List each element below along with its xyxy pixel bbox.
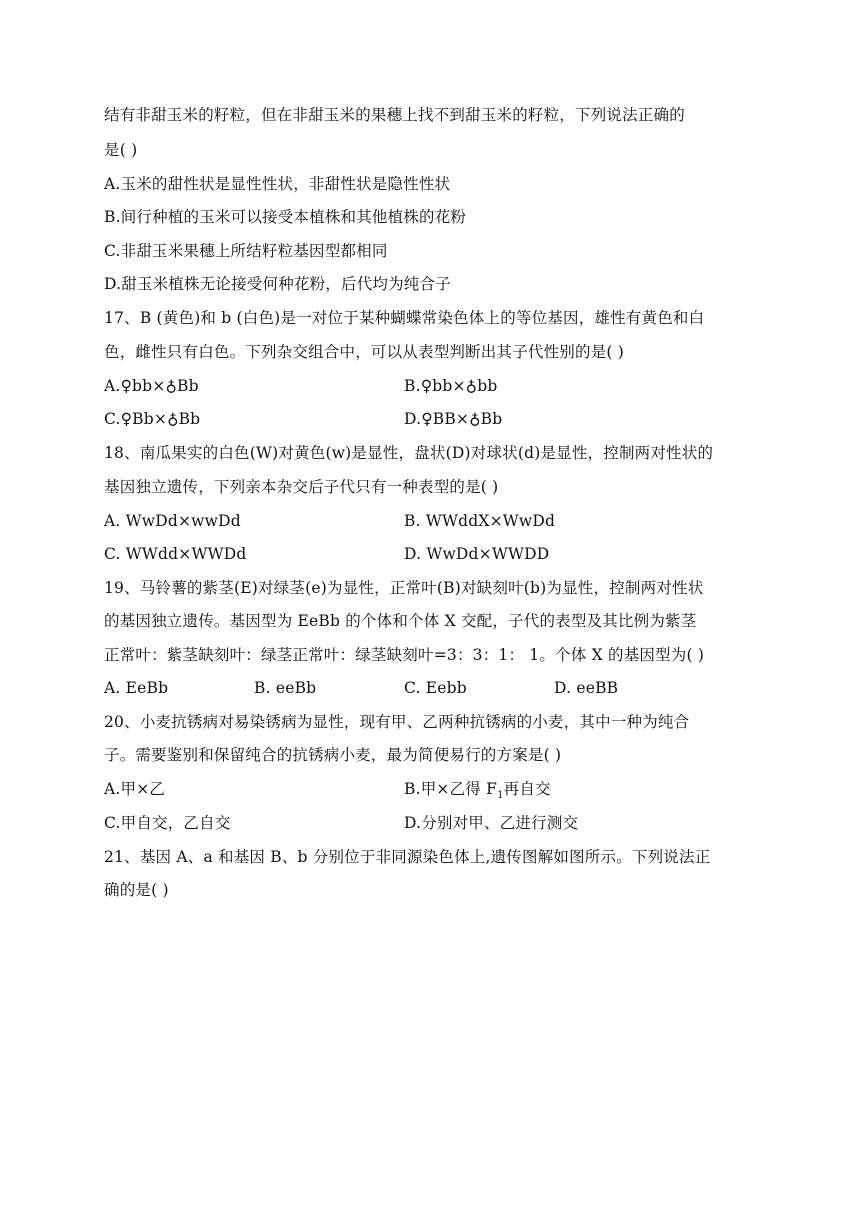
q16-stem-line-1: 结有非甜玉米的籽粒，但在非甜玉米的果穗上找不到甜玉米的籽粒，下列说法正确的	[104, 106, 685, 124]
q20-stem-line-1: 20、小麦抗锈病对易染锈病为显性，现有甲、乙两种抗锈病的小麦，其中一种为纯合	[104, 713, 690, 731]
q20-stem-line-2: 子。需要鉴别和保留纯合的抗锈病小麦，最为简便易行的方案是( )	[104, 746, 562, 764]
q18-option-a: A. WwDd×wwDd	[104, 512, 241, 530]
q21-stem-line-1: 21、基因 A、a 和基因 B、b 分别位于非同源染色体上,遗传图解如图所示。下列说法正	[104, 848, 711, 866]
q20-option-d: D.分别对甲、乙进行测交	[404, 814, 579, 832]
q18-stem-line-2: 基因独立遗传，下列亲本杂交后子代只有一种表型的是( )	[104, 478, 499, 496]
q18-option-b: B. WWddX×WwDd	[404, 512, 556, 530]
q20-option-b-subscript: 1	[497, 790, 504, 802]
q19-option-b: B. eeBb	[254, 679, 317, 697]
q19-stem-line-3: 正常叶：紫茎缺刻叶：绿茎正常叶：绿茎缺刻叶=3：3：1： 1。个体 X 的基因型为( )	[104, 646, 705, 664]
q21-stem-line-2: 确的是( )	[104, 881, 169, 899]
q17-option-d: D.♀BB×♁Bb	[404, 410, 503, 428]
q20-option-b	[404, 779, 551, 802]
q20-option-b-prefix: B.甲×乙得 F	[404, 780, 498, 798]
q19-stem-line-1: 19、马铃薯的紫茎(E)对绿茎(e)为显性，正常叶(B)对缺刻叶(b)为显性，控制两对性状	[104, 579, 704, 597]
q20-option-c: C.甲自交，乙自交	[104, 814, 231, 832]
q18-option-c: C. WWdd×WWDd	[104, 545, 247, 563]
q16-option-a: A.玉米的甜性状是显性性状，非甜性状是隐性性状	[104, 175, 451, 193]
q18-stem-line-1: 18、南瓜果实的白色(W)对黄色(w)是显性，盘状(D)对球状(d)是显性，控制两对性状的	[104, 444, 714, 462]
q17-option-c: C.♀Bb×♁Bb	[104, 410, 201, 428]
q19-option-d: D. eeBB	[554, 679, 619, 697]
q19-stem-line-2: 的基因独立遗传。基因型为 EeBb 的个体和个体 X 交配，子代的表型及其比例为紫茎	[104, 612, 697, 630]
q17-stem-line-1: 17、B (黄色)和 b (白色)是一对位于某种蝴蝶常染色体上的等位基因，雄性有黄色和白	[104, 309, 705, 327]
q19-option-c: C. Eebb	[404, 679, 467, 697]
q20-option-b-suffix: 再自交	[503, 780, 551, 798]
q17-option-a: A.♀bb×♁Bb	[104, 377, 199, 395]
q18-option-d: D. WwDd×WWDD	[404, 545, 550, 563]
q19-option-a: A. EeBb	[104, 679, 169, 697]
q16-option-b: B.间行种植的玉米可以接受本植株和其他植株的花粉	[104, 208, 467, 226]
q20-option-a: A.甲×乙	[104, 780, 166, 798]
q16-stem-line-2: 是( )	[104, 141, 138, 159]
q17-option-b: B.♀bb×♁bb	[404, 377, 498, 395]
q16-option-c: C.非甜玉米果穗上所结籽粒基因型都相同	[104, 242, 388, 260]
q16-option-d: D.甜玉米植株无论接受何种花粉，后代均为纯合子	[104, 275, 451, 293]
q17-stem-line-2: 色，雌性只有白色。下列杂交组合中，可以从表型判断出其子代性别的是( )	[104, 343, 625, 361]
